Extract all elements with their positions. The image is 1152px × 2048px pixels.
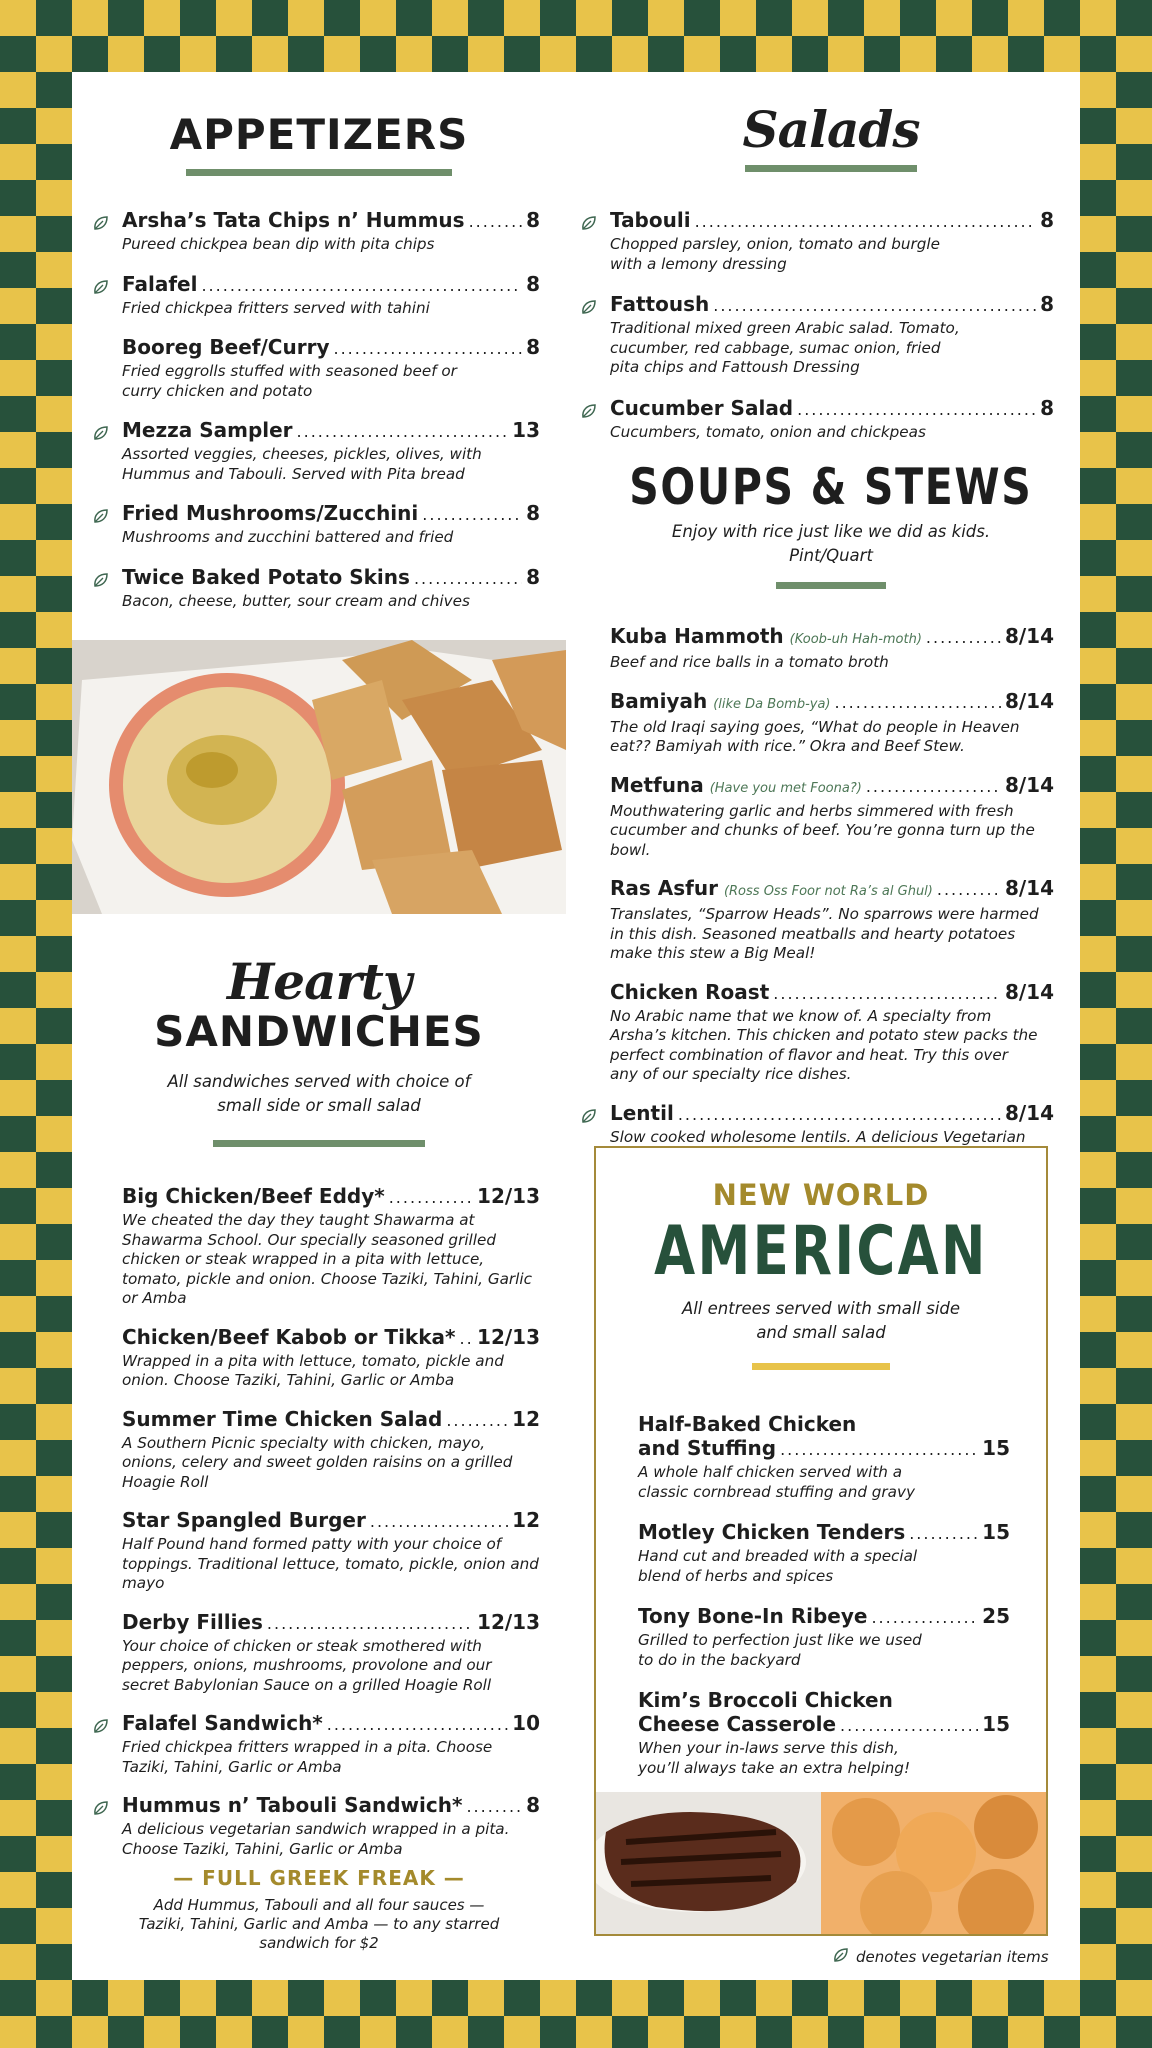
item-price: 12/13 xyxy=(477,1609,540,1634)
item-name-line1: Kim’s Broccoli Chicken xyxy=(638,1688,893,1712)
item-pronunciation: (Have you met Foona?) xyxy=(709,780,862,796)
leader-dots xyxy=(780,1438,978,1462)
item-description: Fried chickpea fritters wrapped in a pita. Choose Taziki, Tahini, Garlic or Amba xyxy=(122,1738,493,1776)
item-price: 8 xyxy=(526,1793,540,1817)
item-description: Chopped parsley, onion, tomato and burgle with a lemony dressing xyxy=(610,235,940,273)
item-pronunciation: (like Da Bomb-ya) xyxy=(713,696,831,712)
item-description: We cheated the day they taught Shawarma at Shawarma School. Our specially seasoned grilled chicken or steak wrapped in a pita with lettuce, tomato, pickle and onion. Choose Taziki, Tahini, Garlic or Amba xyxy=(122,1211,532,1307)
leader-dots xyxy=(460,1327,474,1351)
leaf-icon xyxy=(92,278,110,296)
item-name: and Stuffing xyxy=(638,1436,777,1460)
menu-item xyxy=(560,292,1080,378)
item-description: Mouthwatering garlic and herbs simmered with fresh cucumber and chunks of beef. You’re gonna turn up the bowl. xyxy=(610,801,1035,859)
item-name: Mezza Sampler xyxy=(122,418,293,442)
hummus-photo xyxy=(72,640,566,914)
leaf-icon xyxy=(92,1799,110,1817)
leader-dots xyxy=(866,775,1001,799)
item-description: Mushrooms and zucchini battered and fried xyxy=(122,528,454,546)
soups-list xyxy=(560,624,1080,1183)
menu-item xyxy=(72,208,566,255)
menu-item xyxy=(72,1184,566,1309)
item-name: Cucumber Salad xyxy=(610,395,794,420)
soups-title: SOUPS & STEWS xyxy=(629,458,1033,516)
item-description: Grilled to perfection just like we used to do in the backyard xyxy=(638,1631,922,1669)
leader-dots xyxy=(469,210,523,234)
menu-item xyxy=(72,1508,566,1594)
leader-dots xyxy=(871,1606,978,1630)
leaf-icon xyxy=(580,298,598,316)
leaf-icon xyxy=(92,424,110,442)
american-entrees-box xyxy=(594,1146,1048,1936)
menu-item xyxy=(72,1407,566,1493)
leader-dots xyxy=(446,1409,508,1433)
menu-item xyxy=(72,418,566,484)
item-description: Fried eggrolls stuffed with seasoned beef or curry chicken and potato xyxy=(122,362,457,400)
item-description: When your in-laws serve this dish, you’ll always take an extra helping! xyxy=(638,1739,911,1777)
leader-dots xyxy=(327,1713,508,1737)
menu-item xyxy=(560,208,1080,274)
greek-freak-title-text: FULL GREEK FREAK xyxy=(202,1866,436,1890)
item-price: 13 xyxy=(512,418,540,442)
item-price: 12 xyxy=(512,1406,540,1431)
item-description: Slow cooked wholesome lentils. A delicious Vegetarian xyxy=(610,1127,1026,1146)
item-description: Pureed chickpea bean dip with pita chips xyxy=(122,235,435,253)
item-price: 12/13 xyxy=(477,1184,540,1208)
sandwiches-heading xyxy=(72,952,566,1147)
item-price: 8 xyxy=(526,564,540,589)
item-price: 15 xyxy=(982,1436,1010,1460)
leader-dots xyxy=(267,1612,473,1636)
soups-heading xyxy=(582,458,1080,589)
salads-title: Salads xyxy=(742,100,920,159)
item-price: 8 xyxy=(1040,208,1054,232)
leaf-icon xyxy=(92,214,110,232)
item-name: Twice Baked Potato Skins xyxy=(122,564,410,589)
american-subtitle: All entrees served with small side and small salad xyxy=(681,1299,961,1342)
item-price: 8/14 xyxy=(1004,876,1054,900)
item-price: 8 xyxy=(1040,292,1054,316)
item-price: 10 xyxy=(512,1711,540,1735)
item-name: Falafel xyxy=(122,271,198,296)
american-rule xyxy=(752,1363,890,1370)
item-description: Assorted veggies, cheeses, pickles, olives, with Hummus and Tabouli. Served with Pita bread xyxy=(122,445,482,483)
item-price: 15 xyxy=(982,1712,1010,1736)
item-description: A whole half chicken served with a classic cornbread stuffing and gravy xyxy=(638,1463,915,1501)
menu-item xyxy=(72,565,566,612)
leader-dots xyxy=(909,1522,978,1546)
item-name: Chicken/Beef Kabob or Tikka* xyxy=(122,1324,456,1349)
item-name-line1: Half-Baked Chicken xyxy=(638,1412,857,1436)
leader-dots xyxy=(713,294,1036,318)
leader-dots xyxy=(835,691,1001,715)
item-price: 25 xyxy=(982,1604,1010,1628)
sandwiches-rule xyxy=(213,1140,425,1147)
item-price: 12 xyxy=(512,1508,540,1532)
appetizers-heading xyxy=(72,110,566,176)
item-name: Star Spangled Burger xyxy=(122,1508,366,1532)
item-name: Metfuna xyxy=(610,772,704,797)
menu-item xyxy=(588,1688,1036,1778)
greek-freak-block xyxy=(132,1866,506,1953)
item-name: Arsha’s Tata Chips n’ Hummus xyxy=(122,208,465,232)
item-description: Translates, “Sparrow Heads”. No sparrows were harmed in this dish. Seasoned meatballs and hearty potatoes make this stew a Big Meal! xyxy=(610,905,1039,962)
item-name: Bamiyah xyxy=(610,688,708,713)
item-name: Big Chicken/Beef Eddy* xyxy=(122,1184,385,1208)
item-description: Traditional mixed green Arabic salad. Tomato, cucumber, red cabbage, sumac onion, fried pita chips and Fattoush Dressing xyxy=(610,319,960,376)
menu-item xyxy=(588,1412,1036,1502)
item-price: 8 xyxy=(526,501,540,525)
leaf-icon xyxy=(832,1946,850,1968)
leaf-icon xyxy=(92,1717,110,1735)
item-name: Ras Asfur xyxy=(610,876,718,900)
leader-dots xyxy=(937,878,1001,902)
item-price: 15 xyxy=(982,1520,1010,1544)
item-name: Derby Fillies xyxy=(122,1609,263,1634)
item-description: A Southern Picnic specialty with chicken, mayo, onions, celery and sweet golden raisins on a grilled Hoagie Roll xyxy=(122,1433,513,1491)
leader-dots xyxy=(926,626,1001,650)
menu-item xyxy=(560,396,1080,443)
menu-item xyxy=(72,1325,566,1391)
sandwiches-list xyxy=(72,1184,566,1875)
item-description: Your choice of chicken or steak smothered with peppers, onions, mushrooms, provolone and our secret Babylonian Sauce on a grilled Hoagie Roll xyxy=(122,1636,492,1694)
item-name: Chicken Roast xyxy=(610,979,770,1004)
leader-dots xyxy=(414,567,522,591)
menu-item xyxy=(72,272,566,319)
soups-rule xyxy=(776,582,886,589)
item-description: No Arabic name that we know of. A specialty from Arsha’s kitchen. This chicken and potato stew packs the perfect combination of flavor and heat. Try this over any of our specialty rice dishes. xyxy=(610,1006,1038,1083)
item-description: Bacon, cheese, butter, sour cream and chives xyxy=(122,591,470,610)
vegetarian-legend-text: denotes vegetarian items xyxy=(856,1948,1049,1966)
salads-heading xyxy=(582,100,1080,172)
item-description: A delicious vegetarian sandwich wrapped in a pita. Choose Taziki, Tahini, Garlic or Amba xyxy=(122,1820,510,1858)
salads-rule xyxy=(745,165,917,172)
item-name: Summer Time Chicken Salad xyxy=(122,1406,443,1431)
item-name: Booreg Beef/Curry xyxy=(122,335,330,359)
item-price: 8 xyxy=(526,271,540,296)
item-name: Fried Mushrooms/Zucchini xyxy=(122,501,419,525)
item-description: The old Iraqi saying goes, “What do people in Heaven eat?? Bamiyah with rice.” Okra and Beef Stew. xyxy=(610,717,1020,755)
leaf-icon xyxy=(92,571,110,589)
item-price: 8 xyxy=(1040,395,1054,420)
item-description: Fried chickpea fritters served with tahini xyxy=(122,298,430,317)
appetizers-list xyxy=(72,208,566,628)
soups-subtitle: Enjoy with rice just like we did as kids. Pint/Quart xyxy=(671,522,991,565)
leader-dots xyxy=(297,420,509,444)
greek-freak-desc: Add Hummus, Tabouli and all four sauces — Taziki, Tahini, Garlic and Amba — to any starred sandwich for $2 xyxy=(138,1896,500,1952)
leaf-icon xyxy=(580,214,598,232)
item-name: Fattoush xyxy=(610,292,710,316)
item-description: Half Pound hand formed patty with your choice of toppings. Traditional lettuce, tomato, pickle, onion and mayo xyxy=(122,1535,539,1592)
leader-dots xyxy=(797,398,1036,422)
item-price: 8/14 xyxy=(1004,624,1054,648)
item-name: Motley Chicken Tenders xyxy=(638,1520,906,1544)
sandwiches-subtitle: All sandwiches served with choice of small side or small salad xyxy=(167,1072,471,1115)
menu-sheet xyxy=(72,72,1080,1980)
american-eyebrow: NEW WORLD xyxy=(712,1178,930,1212)
leaf-icon xyxy=(92,507,110,525)
american-title: AMERICAN xyxy=(654,1212,988,1291)
menu-item xyxy=(560,876,1080,964)
item-description: Hand cut and breaded with a special blend of herbs and spices xyxy=(638,1547,918,1585)
item-name: Tabouli xyxy=(610,208,691,232)
steak-and-chicken-photo xyxy=(596,1792,1046,1934)
leader-dots xyxy=(334,337,523,361)
appetizers-title: APPETIZERS xyxy=(169,110,469,159)
menu-item xyxy=(588,1520,1036,1586)
item-description: Cucumbers, tomato, onion and chickpeas xyxy=(610,422,926,441)
menu-item xyxy=(72,1793,566,1859)
salads-list xyxy=(560,208,1080,460)
leader-dots xyxy=(773,982,1001,1006)
menu-item xyxy=(560,689,1080,757)
menu-item xyxy=(72,335,566,401)
american-heading xyxy=(596,1178,1046,1370)
american-list xyxy=(588,1412,1036,1796)
leader-dots xyxy=(422,503,522,527)
item-name: Lentil xyxy=(610,1100,674,1125)
item-name: Cheese Casserole xyxy=(638,1712,837,1736)
item-price: 8/14 xyxy=(1004,688,1054,713)
leader-dots xyxy=(466,1795,522,1819)
leader-dots xyxy=(389,1186,473,1210)
item-price: 8 xyxy=(526,208,540,232)
item-name: Kuba Hammoth xyxy=(610,624,784,648)
greek-freak-title: — FULL GREEK FREAK — xyxy=(173,1866,465,1890)
item-name: Hummus n’ Tabouli Sandwich* xyxy=(122,1793,463,1817)
item-price: 12/13 xyxy=(477,1324,540,1349)
item-price: 8/14 xyxy=(1004,979,1054,1004)
leader-dots xyxy=(370,1510,508,1534)
item-name: Tony Bone-In Ribeye xyxy=(638,1604,868,1628)
leader-dots xyxy=(695,210,1037,234)
sandwiches-script-title: Hearty xyxy=(227,952,411,1011)
appetizers-rule xyxy=(186,169,452,176)
menu-item xyxy=(560,980,1080,1085)
leader-dots xyxy=(840,1714,978,1738)
item-pronunciation: (Koob-uh Hah-moth) xyxy=(789,632,922,647)
menu-item xyxy=(72,1711,566,1777)
item-description: Wrapped in a pita with lettuce, tomato, pickle and onion. Choose Taziki, Tahini, Garlic or Amba xyxy=(122,1351,504,1389)
vegetarian-legend xyxy=(832,1946,1049,1968)
item-pronunciation: (Ross Oss Foor not Ra’s al Ghul) xyxy=(723,884,933,899)
item-name: Falafel Sandwich* xyxy=(122,1711,323,1735)
leaf-icon xyxy=(580,1107,598,1125)
leader-dots xyxy=(678,1103,1001,1127)
menu-item xyxy=(588,1604,1036,1670)
leaf-icon xyxy=(580,402,598,420)
sandwiches-title: SANDWICHES xyxy=(154,1007,484,1056)
menu-item xyxy=(560,773,1080,861)
menu-item xyxy=(72,501,566,548)
item-description: Beef and rice balls in a tomato broth xyxy=(610,653,889,671)
item-price: 8/14 xyxy=(1004,1100,1054,1125)
menu-item xyxy=(560,624,1080,673)
leader-dots xyxy=(201,274,522,298)
menu-item xyxy=(72,1610,566,1696)
item-price: 8 xyxy=(526,335,540,359)
item-price: 8/14 xyxy=(1004,772,1054,797)
